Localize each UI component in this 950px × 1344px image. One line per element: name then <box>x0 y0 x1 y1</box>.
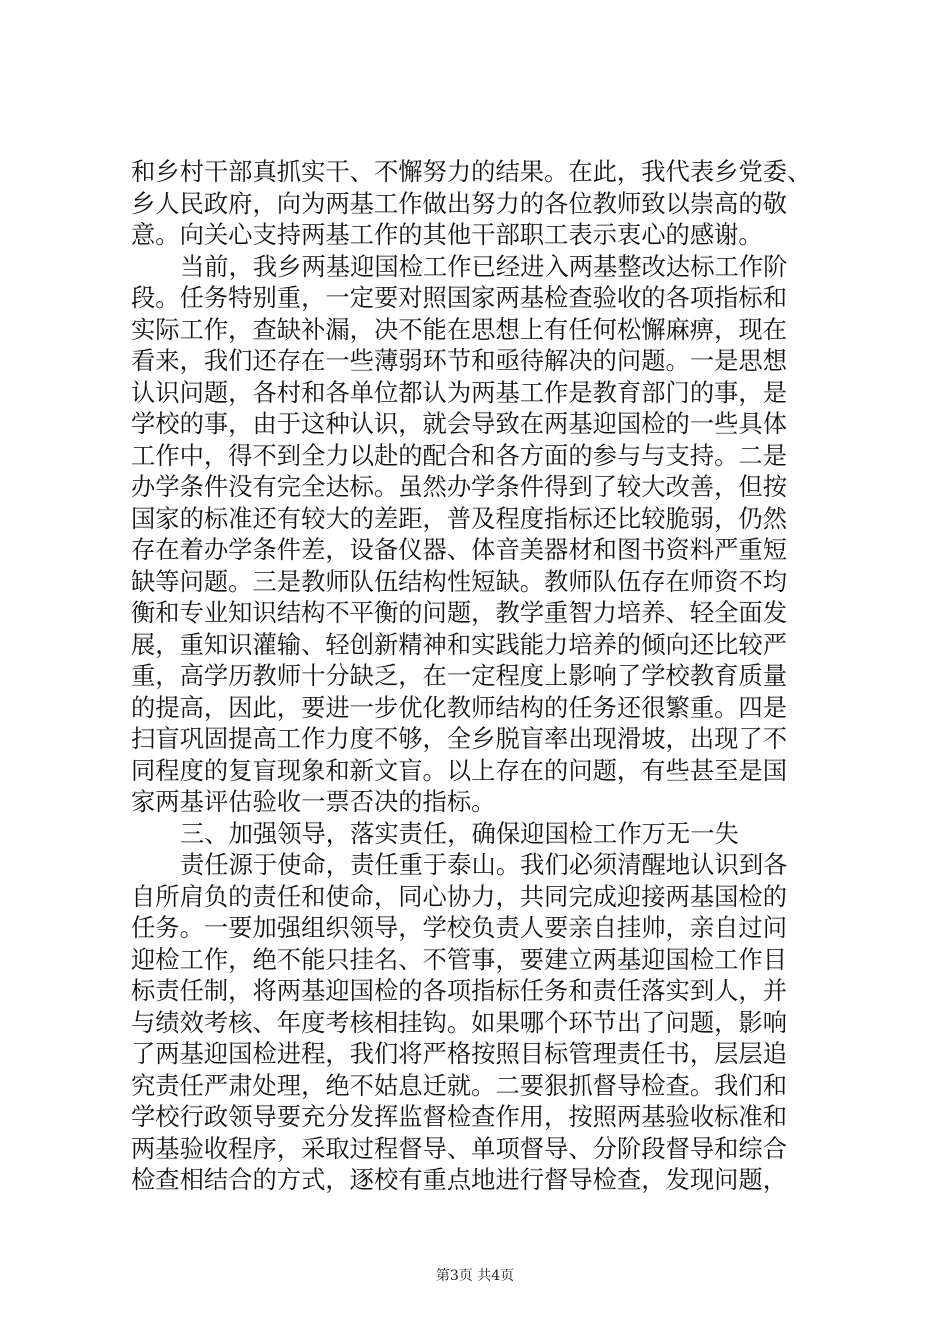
body-text <box>131 156 831 1196</box>
text-line: 意。向关心支持两基工作的其他干部职工表示衷心的感谢。 <box>131 220 763 249</box>
text-line: 与绩效考核、年度考核相挂钩。如果哪个环节出了问题，影响 <box>131 1007 788 1037</box>
text-line: 缺等问题。三是教师队伍结构性短缺。教师队伍存在师资不均 <box>131 566 788 596</box>
text-line: 学校行政领导要充分发挥监督检查作用，按照两基验收标准和 <box>131 1102 788 1131</box>
text-line: 责任源于使命，责任重于泰山。我们必须清醒地认识到各 <box>180 850 788 879</box>
text-line: 两基验收程序，采取过程督导、单项督导、分阶段督导和综合 <box>131 1133 788 1163</box>
text-line: 和乡村干部真抓实干、不懈努力的结果。在此，我代表乡党委、 <box>131 157 812 186</box>
text-line: 的提高，因此，要进一步优化教师结构的任务还很繁重。四是 <box>131 692 788 722</box>
text-line: 重，高学历教师十分缺乏，在一定程度上影响了学校教育质量 <box>131 661 788 690</box>
text-line: 认识问题，各村和各单位都认为两基工作是教育部门的事，是 <box>131 377 788 407</box>
text-line: 迎检工作，绝不能只挂名、不管事，要建立两基迎国检工作目 <box>131 944 788 974</box>
text-line: 究责任严肃处理，绝不姑息迁就。二要狠抓督导检查。我们和 <box>131 1070 788 1100</box>
text-line: 家两基评估验收一票否决的指标。 <box>131 787 496 816</box>
text-line: 看来，我们还存在一些薄弱环节和亟待解决的问题。一是思想 <box>131 346 788 375</box>
text-line: 国家的标准还有较大的差距，普及程度指标还比较脆弱，仍然 <box>131 503 788 533</box>
text-line: 实际工作，查缺补漏，决不能在思想上有任何松懈麻痹，现在 <box>131 314 788 344</box>
text-line: 标责任制，将两基迎国检的各项指标任务和责任落实到人，并 <box>131 976 788 1005</box>
text-line: 当前，我乡两基迎国检工作已经进入两基整改达标工作阶 <box>180 251 788 281</box>
text-line: 扫盲巩固提高工作力度不够，全乡脱盲率出现滑坡，出现了不 <box>131 724 788 753</box>
text-line: 工作中，得不到全力以赴的配合和各方面的参与与支持。二是 <box>131 440 788 470</box>
text-line: 乡人民政府，向为两基工作做出努力的各位教师致以崇高的敬 <box>131 188 788 218</box>
text-line: 检查相结合的方式，逐校有重点地进行督导检查，发现问题， <box>131 1165 788 1194</box>
text-line: 段。任务特别重，一定要对照国家两基检查验收的各项指标和 <box>131 283 788 312</box>
text-line: 学校的事，由于这种认识，就会导致在两基迎国检的一些具体 <box>131 409 788 438</box>
text-line: 办学条件没有完全达标。虽然办学条件得到了较大改善，但按 <box>131 472 788 501</box>
text-line: 展，重知识灌输、轻创新精神和实践能力培养的倾向还比较严 <box>131 629 788 659</box>
text-line: 了两基迎国检进程，我们将严格按照目标管理责任书，层层追 <box>131 1039 788 1068</box>
text-line: 存在着办学条件差，设备仪器、体音美器材和图书资料严重短 <box>131 535 788 564</box>
text-line: 三、加强领导，落实责任，确保迎国检工作万无一失 <box>180 818 739 848</box>
text-line: 任务。一要加强组织领导，学校负责人要亲自挂帅，亲自过问 <box>131 913 788 942</box>
text-line: 同程度的复盲现象和新文盲。以上存在的问题，有些甚至是国 <box>131 755 788 785</box>
page-number-footer: 第3页 共4页 <box>435 1268 515 1284</box>
text-line: 衡和专业知识结构不平衡的问题，教学重智力培养、轻全面发 <box>131 598 788 627</box>
text-line: 自所肩负的责任和使命，同心协力，共同完成迎接两基国检的 <box>131 881 788 911</box>
